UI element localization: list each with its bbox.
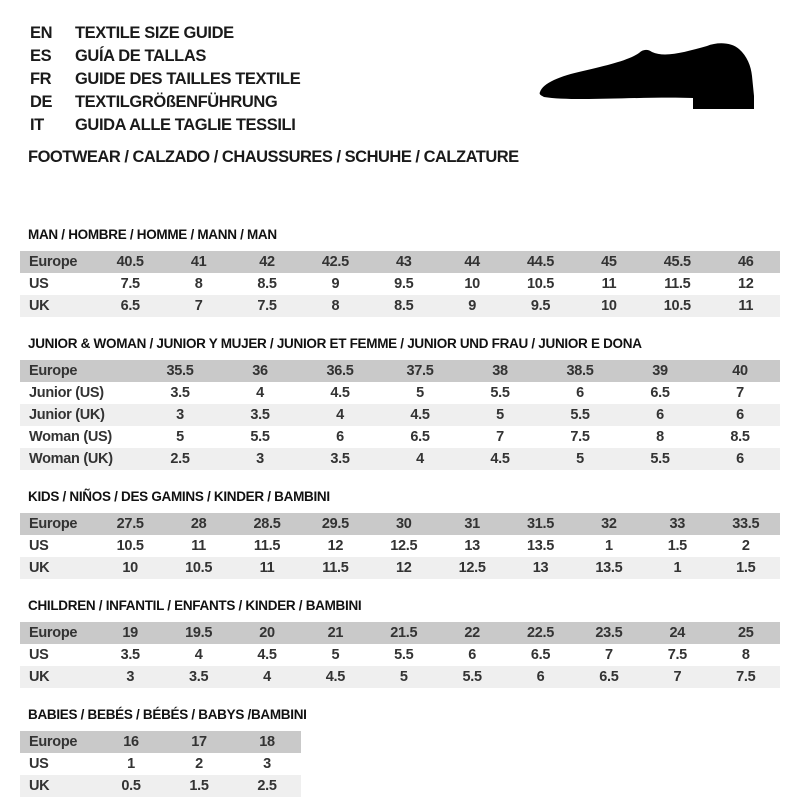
size-value-cell: 6.5 — [599, 669, 619, 685]
table-row — [20, 775, 301, 797]
size-value-cell: 1 — [673, 560, 682, 576]
size-value-cell: 42 — [259, 254, 275, 270]
table-row — [20, 273, 780, 295]
size-value-cell: 13 — [532, 560, 549, 576]
size-value-cell: 7 — [673, 669, 682, 685]
size-value-cell: 16 — [123, 734, 139, 750]
size-value-cell: 22.5 — [527, 625, 555, 641]
table-row — [20, 753, 301, 775]
size-value-cell: 10 — [122, 560, 138, 576]
size-value-cell: 4.5 — [257, 647, 277, 663]
size-table-section — [20, 489, 780, 579]
size-value-cell: 13 — [464, 538, 480, 554]
table-row — [20, 666, 780, 688]
row-label-cell: Junior (US) — [29, 385, 104, 401]
row-label-cell: UK — [29, 778, 50, 794]
language-label: GUIDA ALLE TAGLIE TESSILI — [75, 116, 296, 134]
size-value-cell: 4.5 — [490, 451, 510, 467]
size-value-cell: 46 — [737, 254, 754, 270]
size-value-cell: 17 — [191, 734, 207, 750]
size-value-cell: 8 — [194, 276, 203, 292]
size-value-cell: 9 — [468, 298, 477, 314]
size-value-cell: 4 — [416, 451, 424, 467]
size-value-cell: 12.5 — [458, 560, 486, 576]
table-row — [20, 644, 780, 666]
table-row — [20, 731, 301, 753]
size-value-cell: 7.5 — [570, 429, 590, 445]
language-code: ES — [30, 47, 52, 65]
size-value-cell: 28 — [190, 516, 207, 532]
size-value-cell: 3 — [176, 407, 184, 423]
size-table — [20, 360, 780, 470]
size-value-cell: 3.5 — [120, 647, 140, 663]
size-value-cell: 5 — [331, 647, 340, 663]
size-value-cell: 6 — [536, 669, 545, 685]
table-row — [20, 513, 780, 535]
size-value-cell: 6 — [336, 429, 344, 445]
size-value-cell: 25 — [737, 625, 754, 641]
size-value-cell: 5.5 — [490, 385, 510, 401]
size-table-section — [20, 707, 780, 797]
size-value-cell: 7 — [605, 647, 613, 663]
size-value-cell: 9.5 — [394, 276, 414, 292]
size-value-cell: 11.5 — [664, 276, 691, 292]
size-value-cell: 7 — [736, 385, 744, 401]
size-value-cell: 19.5 — [185, 625, 213, 641]
size-value-cell: 33 — [669, 516, 686, 532]
row-label-cell: US — [29, 538, 49, 554]
row-label-cell: UK — [29, 669, 50, 685]
size-value-cell: 5 — [399, 669, 408, 685]
language-label: GUÍA DE TALLAS — [75, 47, 206, 65]
size-value-cell: 42.5 — [321, 254, 349, 270]
row-label-cell: Europe — [29, 734, 78, 750]
size-value-cell: 41 — [190, 254, 207, 270]
size-value-cell: 5 — [416, 385, 424, 401]
size-value-cell: 5.5 — [394, 647, 414, 663]
language-code: IT — [30, 116, 44, 134]
size-value-cell: 9.5 — [530, 298, 551, 314]
size-value-cell: 7.5 — [667, 647, 687, 663]
size-value-cell: 12.5 — [390, 538, 418, 554]
size-value-cell: 10.5 — [527, 276, 555, 292]
table-row — [20, 535, 780, 557]
size-value-cell: 5.5 — [462, 669, 482, 685]
size-value-cell: 7 — [194, 298, 203, 314]
size-value-cell: 37.5 — [406, 363, 434, 379]
size-value-cell: 3.5 — [330, 451, 350, 467]
table-row — [20, 448, 780, 470]
size-value-cell: 4 — [194, 647, 203, 663]
table-row — [20, 382, 780, 404]
size-value-cell: 40 — [732, 363, 748, 379]
size-value-cell: 5.5 — [650, 451, 670, 467]
size-table-title: KIDS / NIÑOS / DES GAMINS / KINDER / BAMBINI — [28, 489, 330, 504]
language-code: FR — [30, 70, 52, 88]
table-row — [20, 622, 780, 644]
size-value-cell: 36.5 — [326, 363, 354, 379]
size-table — [20, 251, 780, 317]
row-label-cell: US — [29, 276, 49, 292]
size-value-cell: 11 — [259, 560, 275, 576]
table-row — [20, 404, 780, 426]
size-value-cell: 44.5 — [527, 254, 555, 270]
table-row — [20, 295, 780, 317]
language-label: TEXTILE SIZE GUIDE — [75, 24, 234, 42]
size-value-cell: 9 — [331, 276, 340, 292]
size-value-cell: 27.5 — [116, 516, 144, 532]
size-value-cell: 1.5 — [736, 560, 756, 576]
size-value-cell: 12 — [737, 276, 754, 292]
size-value-cell: 1.5 — [189, 778, 209, 794]
tables-container — [20, 227, 780, 797]
row-label-cell: Europe — [29, 254, 78, 270]
size-value-cell: 30 — [395, 516, 412, 532]
size-value-cell: 6.5 — [650, 385, 670, 401]
size-table-section — [20, 227, 780, 317]
size-value-cell: 6.5 — [120, 298, 140, 314]
size-value-cell: 6.5 — [530, 647, 551, 663]
size-value-cell: 19 — [122, 625, 138, 641]
table-row — [20, 426, 780, 448]
row-label-cell: Woman (UK) — [29, 451, 113, 467]
language-label: GUIDE DES TAILLES TEXTILE — [75, 70, 301, 88]
size-table-title: CHILDREN / INFANTIL / ENFANTS / KINDER / BAMBINI — [28, 598, 362, 613]
size-value-cell: 32 — [601, 516, 617, 532]
size-value-cell: 23.5 — [595, 625, 623, 641]
size-value-cell: 40.5 — [116, 254, 144, 270]
size-value-cell: 8.5 — [730, 429, 750, 445]
size-value-cell: 6 — [736, 451, 744, 467]
size-table-section — [20, 598, 780, 688]
size-value-cell: 2 — [195, 756, 203, 772]
row-label-cell: Woman (US) — [29, 429, 112, 445]
size-value-cell: 2.5 — [170, 451, 190, 467]
size-value-cell: 10.5 — [116, 538, 144, 554]
size-value-cell: 3 — [263, 756, 271, 772]
size-value-cell: 10 — [601, 298, 617, 314]
size-value-cell: 4.5 — [330, 385, 350, 401]
table-row — [20, 360, 780, 382]
size-value-cell: 12 — [395, 560, 412, 576]
size-table-section — [20, 336, 780, 470]
size-value-cell: 24 — [669, 625, 686, 641]
size-value-cell: 1.5 — [667, 538, 687, 554]
size-table — [20, 622, 780, 688]
size-value-cell: 6 — [468, 647, 477, 663]
size-value-cell: 7.5 — [257, 298, 277, 314]
table-row — [20, 251, 780, 273]
size-value-cell: 11 — [601, 276, 617, 292]
size-value-cell: 38 — [492, 363, 508, 379]
size-value-cell: 43 — [395, 254, 412, 270]
size-value-cell: 33.5 — [732, 516, 760, 532]
size-value-cell: 11 — [738, 298, 754, 314]
size-value-cell: 5 — [176, 429, 184, 445]
row-label-cell: UK — [29, 298, 50, 314]
size-value-cell: 2.5 — [257, 778, 277, 794]
size-value-cell: 5 — [496, 407, 504, 423]
size-value-cell: 1 — [127, 756, 135, 772]
size-value-cell: 3.5 — [250, 407, 270, 423]
size-value-cell: 5 — [576, 451, 584, 467]
size-value-cell: 11 — [191, 538, 206, 554]
size-value-cell: 13.5 — [527, 538, 555, 554]
size-value-cell: 6 — [736, 407, 744, 423]
size-value-cell: 2 — [741, 538, 750, 554]
size-value-cell: 8.5 — [394, 298, 414, 314]
size-value-cell: 13.5 — [595, 560, 623, 576]
table-row — [20, 557, 780, 579]
size-value-cell: 35.5 — [166, 363, 194, 379]
size-value-cell: 1 — [605, 538, 613, 554]
size-value-cell: 7.5 — [736, 669, 756, 685]
size-value-cell: 4.5 — [325, 669, 345, 685]
size-value-cell: 6.5 — [410, 429, 430, 445]
row-label-cell: Europe — [29, 363, 78, 379]
row-label-cell: Europe — [29, 516, 78, 532]
size-value-cell: 20 — [259, 625, 275, 641]
size-value-cell: 5.5 — [570, 407, 590, 423]
size-value-cell: 11.5 — [253, 538, 281, 554]
row-label-cell: US — [29, 647, 49, 663]
size-value-cell: 3.5 — [188, 669, 209, 685]
size-value-cell: 31.5 — [527, 516, 555, 532]
size-value-cell: 5.5 — [250, 429, 270, 445]
size-value-cell: 22 — [464, 625, 480, 641]
row-label-cell: Europe — [29, 625, 78, 641]
size-table-title: BABIES / BEBÉS / BÉBÉS / BABYS /BAMBINI — [28, 707, 307, 722]
size-value-cell: 7 — [496, 429, 504, 445]
size-value-cell: 8 — [656, 429, 664, 445]
language-code: EN — [30, 24, 53, 42]
size-value-cell: 8 — [331, 298, 340, 314]
size-value-cell: 45.5 — [663, 254, 691, 270]
size-value-cell: 36 — [252, 363, 268, 379]
size-value-cell: 0.5 — [121, 778, 141, 794]
size-value-cell: 38.5 — [566, 363, 594, 379]
size-value-cell: 3.5 — [170, 385, 190, 401]
size-value-cell: 10 — [464, 276, 480, 292]
size-value-cell: 18 — [259, 734, 275, 750]
language-label: TEXTILGRÖßENFÜHRUNG — [75, 93, 278, 111]
size-value-cell: 12 — [327, 538, 344, 554]
size-value-cell: 21 — [327, 625, 344, 641]
size-value-cell: 21.5 — [390, 625, 418, 641]
language-code: DE — [30, 93, 53, 111]
size-value-cell: 28.5 — [253, 516, 281, 532]
size-value-cell: 4 — [336, 407, 344, 423]
row-label-cell: US — [29, 756, 49, 772]
size-value-cell: 8.5 — [257, 276, 277, 292]
size-value-cell: 6 — [656, 407, 664, 423]
category-title: FOOTWEAR / CALZADO / CHAUSSURES / SCHUHE / CALZATURE — [28, 148, 519, 166]
size-value-cell: 29.5 — [321, 516, 349, 532]
size-value-cell: 4 — [263, 669, 271, 685]
dress-shoe-icon — [535, 40, 770, 120]
size-value-cell: 3 — [126, 669, 135, 685]
size-value-cell: 7.5 — [120, 276, 140, 292]
size-value-cell: 11.5 — [322, 560, 349, 576]
size-value-cell: 3 — [256, 451, 264, 467]
size-value-cell: 8 — [741, 647, 750, 663]
size-value-cell: 39 — [652, 363, 668, 379]
size-value-cell: 44 — [464, 254, 480, 270]
row-label-cell: UK — [29, 560, 50, 576]
size-table-title: MAN / HOMBRE / HOMME / MANN / MAN — [28, 227, 277, 242]
row-label-cell: Junior (UK) — [29, 407, 105, 423]
size-table — [20, 731, 301, 797]
size-value-cell: 4.5 — [410, 407, 430, 423]
size-value-cell: 45 — [601, 254, 617, 270]
size-value-cell: 4 — [256, 385, 264, 401]
size-value-cell: 10.5 — [185, 560, 213, 576]
size-table-title: JUNIOR & WOMAN / JUNIOR Y MUJER / JUNIOR ET FEMME / JUNIOR UND FRAU / JUNIOR E DONA — [28, 336, 642, 351]
size-table — [20, 513, 780, 579]
size-value-cell: 31 — [464, 516, 480, 532]
size-value-cell: 10.5 — [663, 298, 691, 314]
size-value-cell: 6 — [576, 385, 584, 401]
